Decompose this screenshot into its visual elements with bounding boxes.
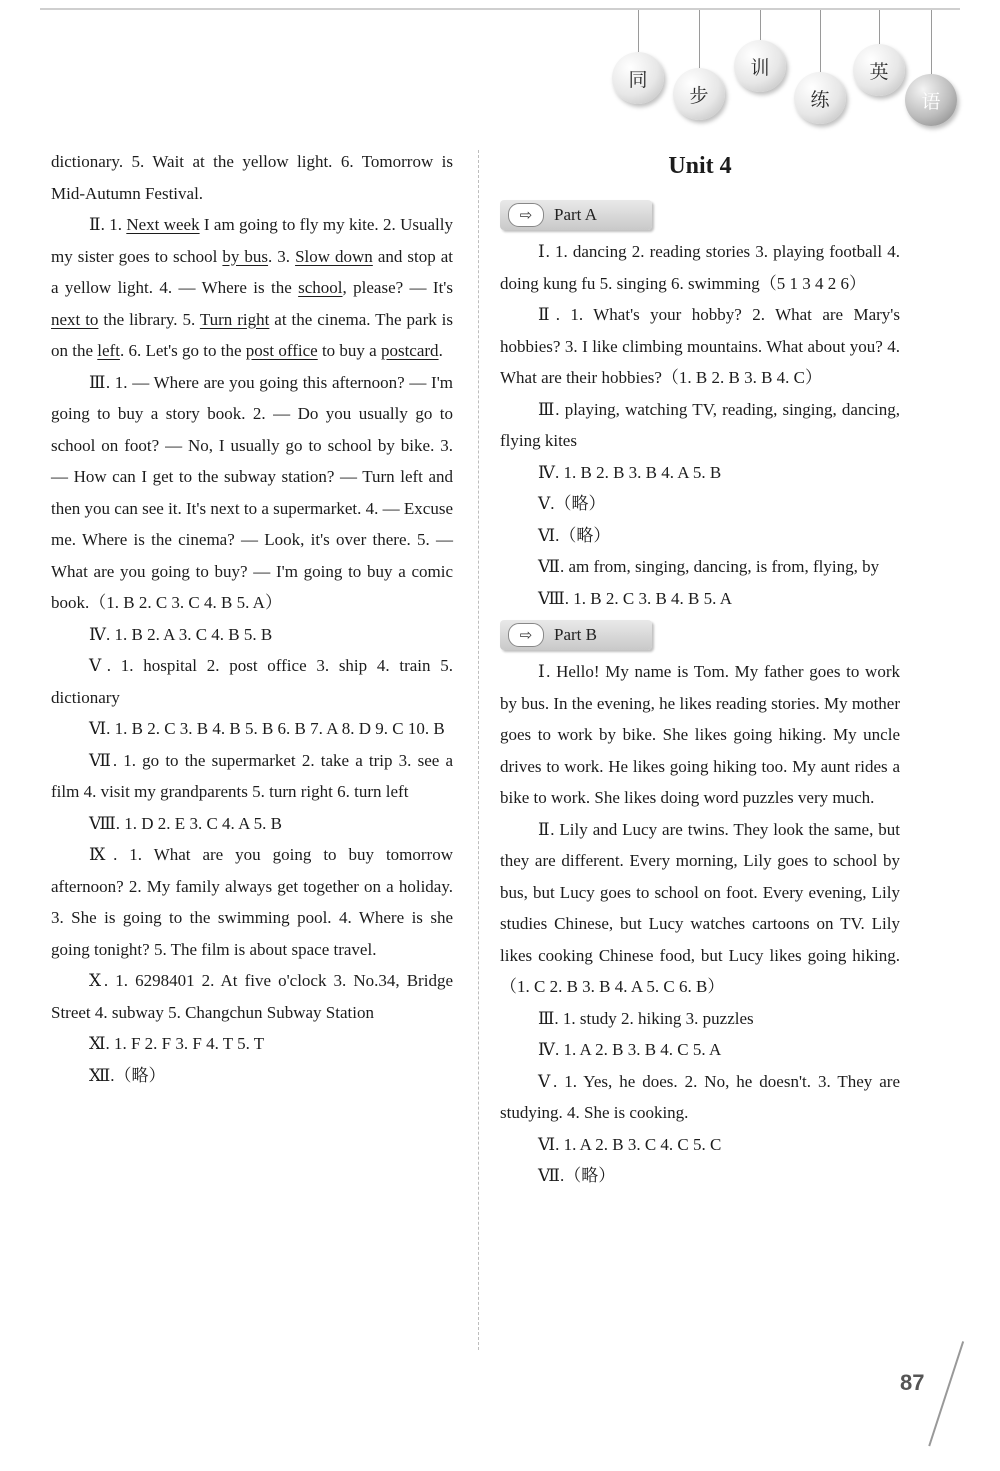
page-number: 87 xyxy=(900,1370,925,1395)
answer-item: Ⅳ. 1. B 2. A 3. C 4. B 5. B xyxy=(89,624,273,644)
answer-text: . xyxy=(438,341,443,360)
ornament-ball: 语 xyxy=(905,74,957,126)
ornament-string xyxy=(879,10,880,44)
ornament-string xyxy=(760,10,761,40)
underlined-answer: Next week xyxy=(126,215,200,234)
ornament-ball: 英 xyxy=(853,44,905,96)
answer-item: Ⅱ. Lily and Lucy are twins. They look the same, but they are different. Every morning, Lily goes to school by bus, but Lucy goes to school on foot. Every evening, Lily studies Chinese, but Lucy watches cartoons on TV. Lily likes cooking Chinese food, but Lucy likes going hiking.（1. C 2. B 3. B 4. A 5. C 6. B） xyxy=(500,819,900,996)
answer-text: . 3. xyxy=(268,246,296,266)
left-column xyxy=(51,146,453,1091)
underlined-answer: next to xyxy=(51,309,99,329)
answer-item: Ⅹ. 1. 6298401 2. At five o'clock 3. No.34, Bridge Street 4. subway 5. Changchun Subway Station xyxy=(51,971,453,1022)
answer-text: the library. 5. xyxy=(98,309,200,329)
header-ornaments xyxy=(0,0,1000,140)
answer-text: I am going to fly my kite. xyxy=(199,215,379,234)
answer-item: Ⅶ. 1. go to the supermarket 2. take a trip 3. see a film 4. visit my grandparents 5. turn right 6. turn left xyxy=(51,750,453,801)
answer-item: Ⅰ. 1. dancing 2. reading stories 3. playing football 4. doing kung fu 5. singing 6. swimming（5 1 3 4 2 6） xyxy=(500,242,900,293)
ornament-string xyxy=(638,10,639,52)
answer-text: to buy a xyxy=(317,341,381,360)
answer-text: at the cinema. The park is on the xyxy=(51,309,454,360)
ornament-string xyxy=(820,10,821,72)
answer-item: Ⅲ. 1. study 2. hiking 3. puzzles xyxy=(538,1008,754,1028)
underlined-answer: Turn right xyxy=(199,309,270,329)
answer-item: Ⅲ. 1. — Where are you going this afternoon? — I'm going to buy a story book. 2. — Do you usually go to school on foot? — No, I usually go to school by bike. 3. — How can I get to the subway station? — Turn left and then you can see it. It's next to a supermarket. 4. — Excuse me. Where is the cinema? — Look, it's over there. 5. — What are you going to buy? — I'm going to buy a comic book.（1. B 2. C 3. C 4. B 5. A） xyxy=(51,372,453,612)
column-divider xyxy=(478,150,479,1350)
answer-item: Ⅷ. 1. B 2. C 3. B 4. B 5. A xyxy=(538,588,732,608)
arrow-icon: ⇨ xyxy=(508,623,544,647)
ornament-ball: 练 xyxy=(794,72,846,124)
ornament-ball: 训 xyxy=(734,40,786,92)
ornament-ball: 同 xyxy=(612,52,664,104)
answer-item: Ⅰ. Hello! My name is Tom. My father goes to work by bus. In the evening, he likes reading stories. My mother goes to work by bike. She likes going hiking. My uncle drives to work. He likes going hiking too. My aunt rides a bike to work. She likes doing word puzzles very much. xyxy=(500,662,900,807)
answer-item: Ⅺ. 1. F 2. F 3. F 4. T 5. T xyxy=(89,1034,265,1053)
ornament-ball: 步 xyxy=(673,68,725,120)
answer-item: Ⅸ. 1. What are you going to buy tomorrow afternoon? 2. My family always get together on a holiday. 3. She is going to the swimming pool. 4. Where is she going tonight? 5. The film is about space travel. xyxy=(51,845,453,959)
arrow-icon: ⇨ xyxy=(508,203,544,227)
underlined-answer: school xyxy=(298,278,343,297)
underlined-answer: post office xyxy=(245,341,318,360)
part-b-label xyxy=(500,620,652,650)
answer-item: dictionary. 5. Wait at the yellow light. 6. Tomorrow is Mid-Autumn Festival. xyxy=(51,152,453,203)
answer-text: . 6. Let's go to the xyxy=(119,341,246,360)
answer-item: Ⅲ. playing, watching TV, reading, singing, dancing, flying kites xyxy=(500,399,900,450)
underlined-answer: Slow down xyxy=(295,246,373,266)
answer-item: Ⅵ.（略） xyxy=(538,525,611,545)
answer-item: Ⅴ. 1. Yes, he does. 2. No, he doesn't. 3. They are studying. 4. She is cooking. xyxy=(500,1071,900,1122)
part-label-text: Part A xyxy=(554,205,597,225)
underlined-answer: postcard xyxy=(380,341,439,360)
answer-text: , please? — It's xyxy=(342,278,453,297)
answer-item: Ⅶ. am from, singing, dancing, is from, flying, by xyxy=(538,557,880,576)
answer-item: Ⅷ. 1. D 2. E 3. C 4. A 5. B xyxy=(89,813,283,833)
ornament-string xyxy=(699,10,700,68)
unit-title: Unit 4 xyxy=(668,153,732,179)
answer-item-underlined xyxy=(51,209,453,367)
answer-item: Ⅻ.（略） xyxy=(89,1065,166,1085)
answer-item: Ⅴ. 1. hospital 2. post office 3. ship 4. train 5. dictionary xyxy=(51,656,453,707)
answer-item: Ⅳ. 1. A 2. B 3. B 4. C 5. A xyxy=(538,1040,722,1059)
answer-text: and stop at a yellow light. 4. — Where is the xyxy=(51,246,453,297)
ornament-string xyxy=(931,10,932,74)
part-label-text: Part B xyxy=(554,625,597,645)
answer-item: Ⅴ.（略） xyxy=(538,494,606,513)
answer-item: Ⅶ.（略） xyxy=(538,1166,616,1185)
part-a-label xyxy=(500,200,652,230)
answer-item: Ⅳ. 1. B 2. B 3. B 4. A 5. B xyxy=(538,462,722,482)
answer-item: Ⅱ. 1. What's your hobby? 2. What are Mary's hobbies? 3. I like climbing mountains. What about you? 4. What are their hobbies?（1. B 2. B 3. B 4. C） xyxy=(500,305,900,387)
underlined-answer: by bus xyxy=(222,246,269,266)
answer-text: 2. Usually my sister goes to school xyxy=(51,215,454,266)
corner-decoration xyxy=(928,1341,972,1449)
answer-item: Ⅵ. 1. B 2. C 3. B 4. B 5. B 6. B 7. A 8. D 9. C 10. B xyxy=(89,719,445,738)
answer-item: Ⅵ. 1. A 2. B 3. C 4. C 5. C xyxy=(538,1134,722,1154)
right-column xyxy=(500,146,900,1192)
underlined-answer: left xyxy=(97,341,120,360)
answer-text: Ⅱ. 1. xyxy=(89,215,127,234)
